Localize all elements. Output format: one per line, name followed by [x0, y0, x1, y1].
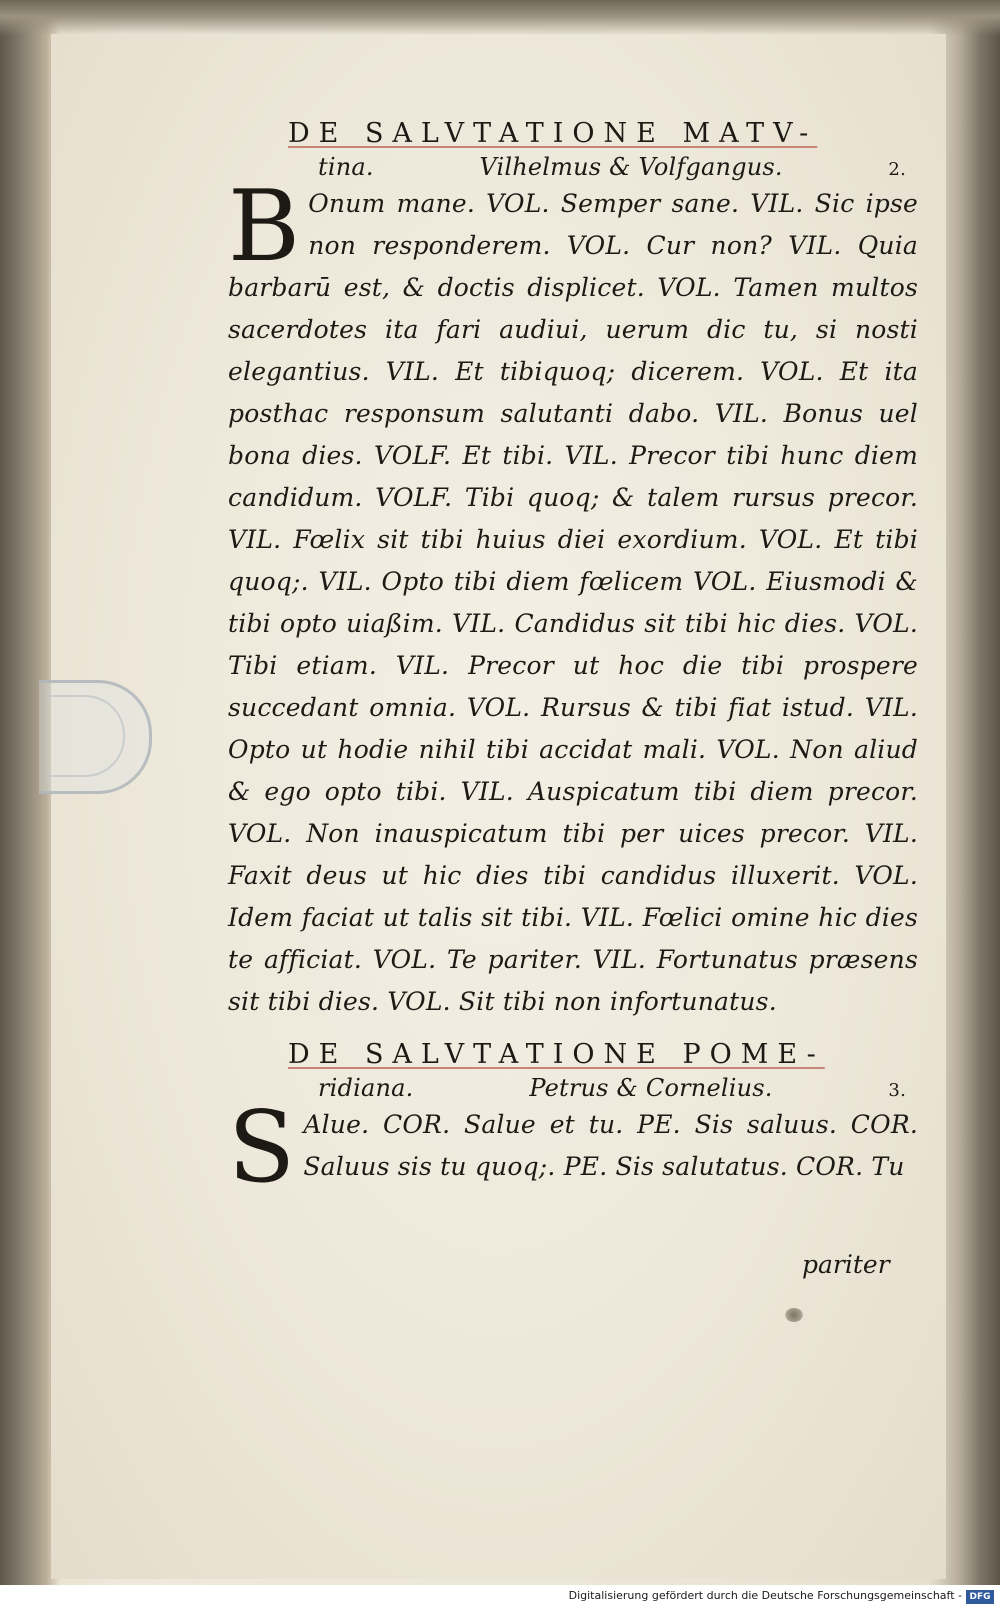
- subtitle-2-speakers: Petrus & Cornelius.: [529, 1074, 773, 1102]
- subtitle-1-number: 2.: [888, 159, 906, 180]
- subtitle-1-continuation: tina.: [318, 153, 374, 181]
- subtitle-2-number: 3.: [888, 1080, 906, 1101]
- section-heading-2: DE SALVTATIONE POME-: [288, 1039, 825, 1070]
- paragraph-1-text: Onum mane. VOL. Semper sane. VIL. Sic ipse non responderem. VOL. Cur non? VIL. Quia barbarū est, & doctis displicet. VOL. Tamen multos sacerdotes ita fari audiui, uerum dic tu, si nosti elegantius. VIL. Et tibiquoq; dicerem. VOL. Et ita posthac responsum salutanti dabo. VIL. Bonus uel bona dies. VOLF. Et tibi. VIL. Precor tibi hunc diem candidum. VOLF. Tibi quoq; & talem rursus precor. VIL. Fœlix sit tibi huius diei exordium. VOL. Et tibi quoq;. VIL. Opto tibi diem fœlicem VOL. Eiusmodi & tibi opto uiaßim. VIL. Candidus sit tibi hic dies. VOL. Tibi etiam. VIL. Precor ut hoc die tibi prospere succedant omnia. VOL. Rursus & tibi fiat istud. VIL. Opto ut hodie nihil tibi accidat mali. VOL. Non aliud & ego opto tibi. VIL. Auspicatum tibi diem precor. VOL. Non inauspicatum tibi per uices precor. VIL. Faxit deus ut hic dies tibi candidus illuxerit. VOL. Idem faciat ut talis sit tibi. VIL. Fœlici omine hic dies te afficiat. VOL. Te pariter. VIL. Fortunatus præsens sit tibi dies. VOL. Sit tibi non infortunatus.: [228, 189, 918, 1016]
- drop-cap-2: S: [228, 1091, 296, 1205]
- subtitle-1-speakers: Vilhelmus & Volfgangus.: [479, 153, 783, 181]
- subtitle-2-continuation: ridiana.: [318, 1074, 414, 1102]
- section-subtitle-2: [318, 1074, 906, 1102]
- catchword: pariter: [802, 1250, 890, 1279]
- page-text: [228, 118, 918, 1205]
- section-heading-1: DE SALVTATIONE MATV-: [288, 118, 818, 149]
- funding-credit: Digitalisierung gefördert durch die Deutsche Forschungsgemeinschaft -: [568, 1589, 962, 1602]
- ink-smudge: [785, 1308, 803, 1322]
- drop-cap-1: B: [228, 170, 301, 284]
- digitization-footer: [0, 1587, 1000, 1608]
- section-subtitle-1: [318, 153, 906, 181]
- paragraph-2-text: Alue. COR. Salue et tu. PE. Sis saluus. COR. Saluus sis tu quoq;. PE. Sis salutatus. COR. Tu: [303, 1110, 918, 1181]
- dfg-logo: DFG: [966, 1590, 994, 1604]
- dialogue-paragraph-1: [228, 170, 918, 1023]
- scan-top-edge: [0, 0, 1000, 36]
- paper-clip-inner-loop: [45, 695, 125, 777]
- paper-clip: [39, 680, 152, 794]
- dialogue-paragraph-2: [228, 1091, 918, 1205]
